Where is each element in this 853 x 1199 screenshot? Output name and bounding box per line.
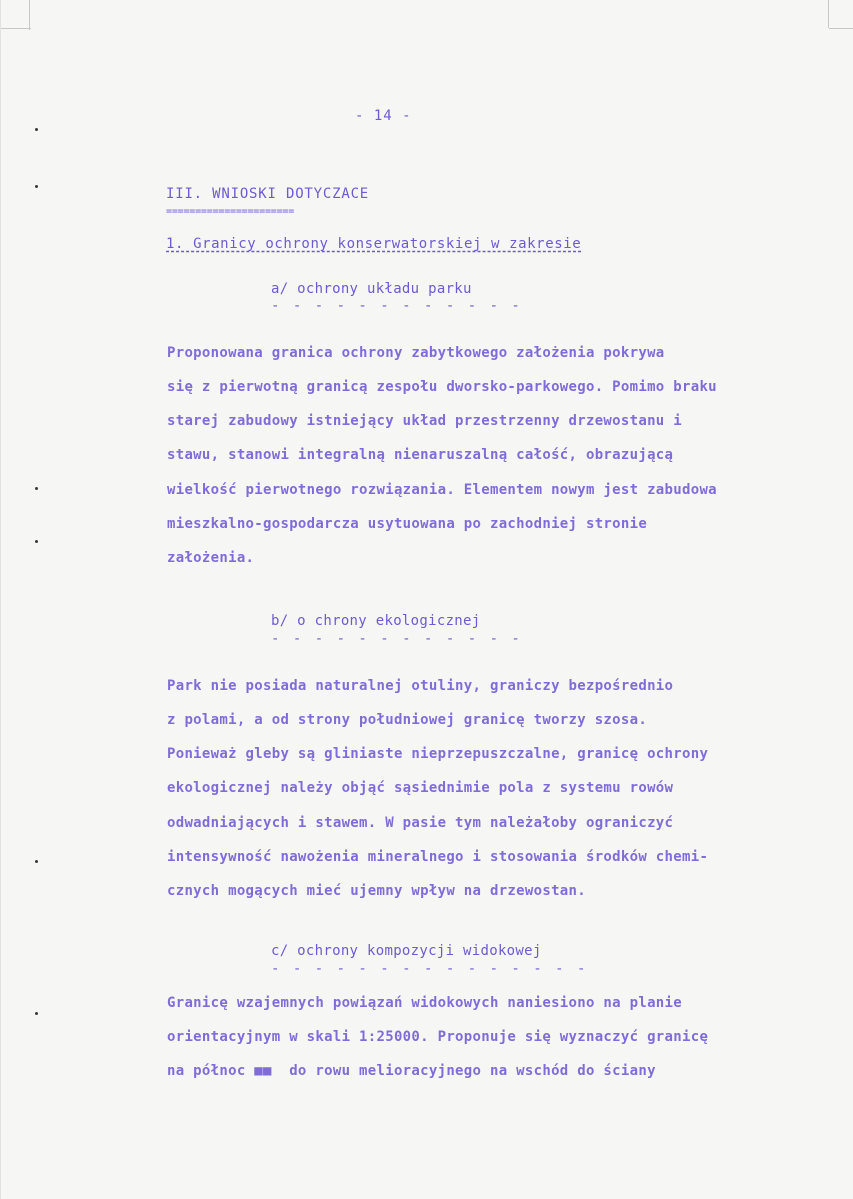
paragraph-b-line: z polami, a od strony południowej granicę tworzy szosa. bbox=[167, 712, 648, 728]
paragraph-a-line: wielkość pierwotnego rozwiązania. Elementem nowym jest zabudowa bbox=[167, 482, 717, 498]
crop-mark bbox=[829, 28, 853, 29]
subsection-a-title: a/ ochrony układu parku bbox=[271, 281, 472, 297]
margin-dot bbox=[35, 860, 38, 863]
paragraph-c-line: Granicę wzajemnych powiązań widokowych naniesiono na planie bbox=[167, 995, 682, 1011]
subsection-b-title: b/ o chrony ekologicznej bbox=[271, 613, 481, 629]
paragraph-c-line: na północ ■■ do rowu melioracyjnego na wschód do ściany bbox=[167, 1063, 656, 1079]
paragraph-b-line: Park nie posiada naturalnej otuliny, graniczy bezpośrednio bbox=[167, 678, 674, 694]
paragraph-a-line: mieszkalno-gospodarcza usytuowana po zachodniej stronie bbox=[167, 516, 648, 532]
paragraph-a-line: się z pierwotną granicą zespołu dworsko-parkowego. Pomimo braku bbox=[167, 379, 717, 395]
paragraph-b-line: odwadniających i stawem. W pasie tym należałoby ograniczyć bbox=[167, 815, 674, 831]
paragraph-b-line: cznych mogących mieć ujemny wpływ na drzewostan. bbox=[167, 883, 586, 899]
subsection-c-dashes: - - - - - - - - - - - - - - - bbox=[271, 961, 588, 977]
subsection-a-dashes: - - - - - - - - - - - - bbox=[271, 298, 523, 314]
page-number: - 14 - bbox=[355, 108, 412, 124]
crop-mark bbox=[828, 0, 829, 28]
paragraph-a-line: starej zabudowy istniejący układ przestrzenny drzewostanu i bbox=[167, 413, 682, 429]
subsection-b-dashes: - - - - - - - - - - - - bbox=[271, 631, 523, 647]
margin-dot bbox=[35, 185, 38, 188]
section-title-underline: ====================== bbox=[166, 206, 295, 217]
paragraph-b-line: intensywność nawożenia mineralnego i stosowania środków chemi- bbox=[167, 849, 709, 865]
subsection-c-title: c/ ochrony kompozycji widokowej bbox=[271, 943, 542, 959]
paragraph-a-line: stawu, stanowi integralną nienaruszalną całość, obrazującą bbox=[167, 447, 674, 463]
paragraph-b-line: ekologicznej należy objąć sąsiednimie pola z systemu rowów bbox=[167, 780, 674, 796]
margin-dot bbox=[35, 128, 38, 131]
margin-dot bbox=[35, 1012, 38, 1015]
paragraph-a-line: Proponowana granica ochrony zabytkowego założenia pokrywa bbox=[167, 345, 665, 361]
margin-dot bbox=[35, 540, 38, 543]
crop-mark bbox=[1, 28, 31, 29]
section-title: III. WNIOSKI DOTYCZACE bbox=[166, 186, 370, 202]
paragraph-a-line: założenia. bbox=[167, 550, 255, 566]
paragraph-c-line: orientacyjnym w skali 1:25000. Proponuje się wyznaczyć granicę bbox=[167, 1029, 709, 1045]
heading-1: 1. Granicy ochrony konserwatorskiej w zakresie bbox=[166, 236, 582, 252]
crop-mark bbox=[29, 0, 30, 30]
margin-dot bbox=[35, 487, 38, 490]
paragraph-b-line: Ponieważ gleby są gliniaste nieprzepuszczalne, granicę ochrony bbox=[167, 746, 709, 762]
